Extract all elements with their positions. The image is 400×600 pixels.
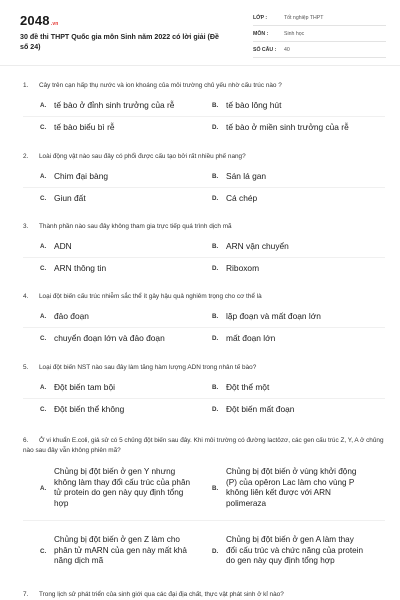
meta-value: Sinh học [284, 31, 305, 37]
meta-value: 40 [284, 47, 290, 53]
option-b[interactable] [212, 169, 266, 183]
option-text: Chủng bị đột biến ở gen Y nhưng không làm thay đổi cấu trúc của phân tử protein do gen này quy định tổng hợp [54, 467, 191, 508]
option-text: Giun đất [54, 192, 86, 203]
option-text: ARN vận chuyển [226, 240, 289, 251]
site-logo[interactable] [20, 13, 59, 28]
divider [23, 257, 385, 258]
option-letter: B. [212, 242, 219, 250]
option-text: lặp đoạn và mất đoạn lớn [226, 310, 321, 321]
option-letter: D. [212, 194, 219, 202]
option-b[interactable] [212, 98, 281, 112]
option-text: tế bào biểu bì rễ [54, 121, 115, 132]
meta-value: Tốt nghiệp THPT [284, 15, 324, 21]
option-d[interactable] [212, 525, 366, 577]
meta-row-class [253, 12, 386, 26]
option-letter: B. [212, 172, 219, 180]
option-text: Đột biến thể không [54, 403, 125, 414]
option-d[interactable] [212, 261, 259, 275]
question-prompt: Loại đột biến NST nào sau đây làm tăng hàm lượng ADN trong nhân tế bào? [39, 364, 257, 371]
option-letter: C. [40, 334, 47, 342]
option-text: Chủng bị đột biến ở vùng khởi động (P) của opêron Lac làm cho vùng P không liên kết được với ARN polimeraza [226, 467, 357, 508]
document-meta [253, 12, 386, 60]
option-text: mất đoạn lớn [226, 332, 276, 343]
option-c[interactable] [40, 402, 124, 416]
option-c[interactable] [40, 191, 86, 205]
option-text: Chim đại bàng [54, 170, 109, 181]
option-b[interactable] [212, 239, 289, 253]
option-text: tế bào lông hút [226, 99, 282, 110]
option-text: tế bào ở miền sinh trưởng của rễ [226, 121, 349, 132]
option-b[interactable] [212, 380, 269, 394]
option-letter: C. [40, 123, 47, 131]
question-number: 5. [23, 364, 29, 371]
option-text: ADN [54, 240, 72, 251]
option-text: ARN thông tin [54, 262, 107, 273]
option-a[interactable] [40, 309, 89, 323]
option-text: đảo đoạn [54, 310, 89, 321]
question-text [23, 590, 385, 600]
option-text: Đột biến tam bội [54, 381, 115, 392]
question-number: 7. [23, 591, 29, 598]
option-letter: D. [212, 547, 219, 555]
option-letter: A. [40, 101, 47, 109]
option-text: Riboxom [226, 262, 260, 273]
option-text: Đột biến mất đoạn [226, 403, 295, 414]
option-letter: D. [212, 405, 219, 413]
option-letter: A. [40, 312, 47, 320]
question-text [23, 81, 385, 91]
question-prompt: Ở vi khuẩn E.coli, giả sử có 5 chủng đột biến sau đây. Khi môi trường có đường lactôzơ, các gen cấu trúc Z, Y, A ở chủng nào sau đây vẫn không phiên mã? [23, 437, 384, 454]
option-a[interactable] [40, 380, 115, 394]
option-text: Sán lá gan [226, 170, 267, 181]
question-prompt: Loài động vật nào sau đây có phổi được cấu tạo bởi rất nhiều phế nang? [39, 153, 246, 160]
question-prompt: Trong lịch sử phát triển của sinh giới qua các đại địa chất, thực vật phát sinh ở kỉ nào? [39, 591, 284, 598]
meta-label: MÔN : [253, 31, 269, 37]
question-number: 1. [23, 82, 29, 89]
option-c[interactable] [40, 525, 194, 577]
question-prompt: Thành phần nào sau đây không tham gia trực tiếp quá trình dịch mã [39, 223, 232, 230]
document-header [0, 0, 400, 66]
question-text [23, 222, 385, 232]
option-a[interactable] [40, 239, 72, 253]
option-d[interactable] [212, 331, 275, 345]
divider [23, 327, 385, 328]
option-letter: C. [40, 194, 47, 202]
option-d[interactable] [212, 402, 294, 416]
option-c[interactable] [40, 261, 106, 275]
option-letter: D. [212, 123, 219, 131]
option-text: Chủng bị đột biến ở gen Z làm cho phân tử mARN của gen này mất khả năng dịch mã [54, 535, 187, 566]
question-text [23, 363, 385, 373]
question-prompt: Cây trên cạn hấp thụ nước và ion khoáng của môi trường chủ yếu nhờ cấu trúc nào ? [39, 82, 282, 89]
option-letter: D. [212, 334, 219, 342]
option-text: Đột thể một [226, 381, 270, 392]
option-letter: C. [40, 405, 47, 413]
option-text: Chủng bị đột biến ở gen A làm thay đổi cấu trúc và chức năng của protein do gen này quy định tổng hợp [226, 535, 364, 566]
option-letter: A. [40, 383, 47, 391]
meta-label: SỐ CÂU : [253, 47, 277, 53]
option-a[interactable] [40, 462, 194, 514]
option-letter: C. [40, 264, 47, 272]
option-text: chuyển đoạn lớn và đảo đoạn [54, 332, 165, 343]
option-b[interactable] [212, 462, 366, 514]
question-number: 6. [23, 437, 29, 444]
question-text [23, 436, 385, 456]
option-letter: B. [212, 383, 219, 391]
option-d[interactable] [212, 120, 349, 134]
option-letter: B. [212, 484, 219, 492]
option-a[interactable] [40, 169, 108, 183]
option-letter: A. [40, 484, 47, 492]
logo-suffix: .vn [50, 21, 59, 27]
document-title: 30 đề thi THPT Quốc gia môn Sinh năm 2022 có lời giải (Đề số 24) [20, 33, 219, 51]
divider [23, 187, 385, 188]
option-letter: A. [40, 242, 47, 250]
divider [23, 116, 385, 117]
option-text: tế bào ở đỉnh sinh trưởng của rễ [54, 99, 175, 110]
option-letter: C. [40, 547, 47, 555]
option-text: Cá chép [226, 192, 258, 203]
option-d[interactable] [212, 191, 257, 205]
question-list [0, 66, 400, 600]
option-c[interactable] [40, 120, 115, 134]
question-number: 3. [23, 223, 29, 230]
question-text [23, 292, 385, 302]
question-number: 4. [23, 293, 29, 300]
option-a[interactable] [40, 98, 174, 112]
option-letter: D. [212, 264, 219, 272]
meta-row-question-count [253, 44, 386, 58]
option-letter: A. [40, 172, 47, 180]
meta-label: LỚP : [253, 15, 268, 21]
logo-text: 2048 [20, 13, 50, 28]
question-number: 2. [23, 153, 29, 160]
divider [23, 520, 385, 521]
question-text [23, 152, 385, 162]
option-letter: B. [212, 312, 219, 320]
option-c[interactable] [40, 331, 165, 345]
option-b[interactable] [212, 309, 321, 323]
question-prompt: Loại đột biến cấu trúc nhiễm sắc thể ít gây hậu quả nghiêm trọng cho cơ thể là [39, 293, 262, 300]
meta-row-subject [253, 28, 386, 42]
divider [23, 398, 385, 399]
option-letter: B. [212, 101, 219, 109]
